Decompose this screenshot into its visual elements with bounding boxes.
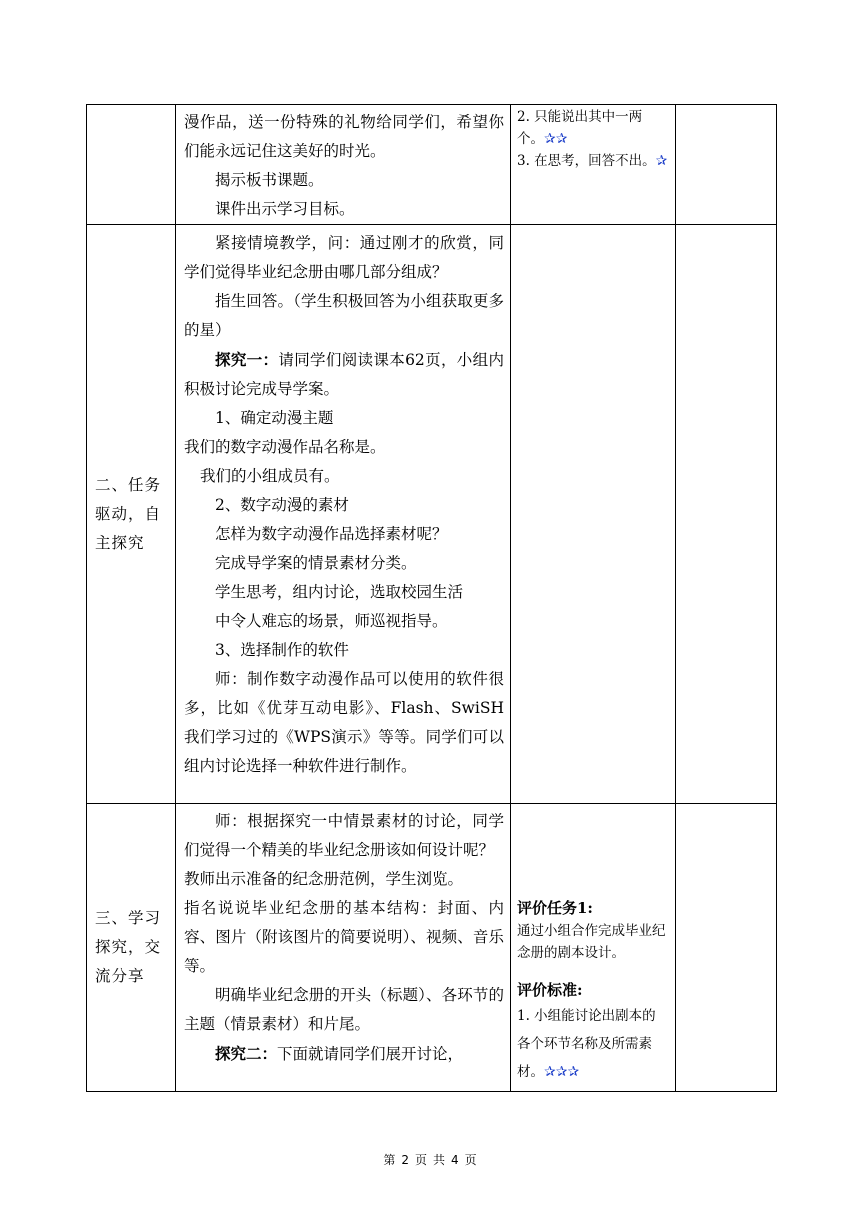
emphasis-label: 探究二： <box>215 1044 278 1063</box>
paragraph: 指生回答。（学生积极回答为小组获取更多的星） <box>184 292 504 339</box>
paragraph: 明确毕业纪念册的开头（标题）、各环节的主题（情景素材）和片尾。 <box>184 986 504 1033</box>
content-cell <box>176 804 511 1092</box>
paragraph: 探究二：下面就请同学们展开讨论， <box>215 1044 464 1063</box>
evaluation-line: 3. 在思考，回答不出。✰ <box>517 153 668 169</box>
notes-cell <box>676 105 777 225</box>
paragraph: 3、选择制作的软件 <box>215 641 349 659</box>
notes-cell <box>676 225 777 804</box>
paragraph: 2、数字动漫的素材 <box>215 496 349 514</box>
paragraph: 完成导学案的情景素材分类。 <box>215 554 417 572</box>
paragraph: 中令人难忘的场景，师巡视指导。 <box>215 612 448 630</box>
star-icon: ✰✰✰ <box>544 1064 580 1080</box>
paragraph: 师：制作数字动漫作品可以使用的软件很多，比如《优芽互动电影》、Flash、SwiSH我们学习过的《WPS演示》等等。同学们可以组内讨论选择一种软件进行制作。 <box>184 670 504 775</box>
star-icon: ✰ <box>655 153 668 169</box>
stage-label: 二、任务驱动，自主探究 <box>95 475 162 552</box>
paragraph: 教师出示准备的纪念册范例，学生浏览。 <box>184 870 464 888</box>
content-cell <box>176 225 511 804</box>
paragraph: 1、确定动漫主题 <box>215 409 334 427</box>
page-total: 4 <box>451 1153 459 1167</box>
evaluation-line: 2. 只能说出其中一两个。✰✰ <box>517 109 643 147</box>
stage-cell <box>87 804 176 1092</box>
notes-cell <box>676 804 777 1092</box>
paragraph: 揭示板书课题。 <box>215 171 324 189</box>
table-row <box>87 105 777 225</box>
stage-cell <box>87 225 176 804</box>
evaluation-cell <box>511 225 676 804</box>
paragraph: 探究一：请同学们阅读课本62页，小组内积极讨论完成导学案。 <box>184 350 504 398</box>
paragraph: 课件出示学习目标。 <box>215 200 355 218</box>
evaluation-cell <box>511 105 676 225</box>
paragraph: 怎样为数字动漫作品选择素材呢？ <box>215 525 448 543</box>
paragraph: 指名说说毕业纪念册的基本结构：封面、内容、图片（附该图片的简要说明）、视频、音乐等。 <box>184 899 504 975</box>
evaluation-task-text: 通过小组合作完成毕业纪念册的剧本设计。 <box>517 923 666 961</box>
star-icon: ✰✰ <box>544 131 568 147</box>
paragraph: 我们的数字动漫作品名称是。 <box>184 438 386 456</box>
evaluation-task-title: 评价任务1: <box>517 899 593 917</box>
paragraph: 学生思考，组内讨论，选取校园生活 <box>215 583 464 601</box>
paragraph: 漫作品，送一份特殊的礼物给同学们，希望你们能永远记住这美好的时光。 <box>184 113 504 160</box>
evaluation-criteria-title: 评价标准: <box>517 981 583 999</box>
evaluation-criteria-line: 1. 小组能讨论出剧本的各个环节名称及所需素材。✰✰✰ <box>517 1008 656 1080</box>
table-row <box>87 804 777 1092</box>
page-footer: 第 2 页 共 4 页 <box>383 1153 477 1167</box>
stage-cell <box>87 105 176 225</box>
stage-label: 三、学习探究，交流分享 <box>95 909 162 985</box>
lesson-plan-table <box>86 104 777 1092</box>
paragraph: 师：根据探究一中情景素材的讨论，同学们觉得一个精美的毕业纪念册该如何设计呢？ <box>184 812 504 859</box>
emphasis-label: 探究一： <box>215 350 279 369</box>
paragraph: 紧接情境教学，问：通过刚才的欣赏，同学们觉得毕业纪念册由哪几部分组成？ <box>184 234 504 281</box>
paragraph: 我们的小组成员有。 <box>200 467 340 485</box>
content-cell <box>176 105 511 225</box>
page-number: 2 <box>401 1153 409 1167</box>
table-row <box>87 225 777 804</box>
evaluation-cell <box>511 804 676 1092</box>
